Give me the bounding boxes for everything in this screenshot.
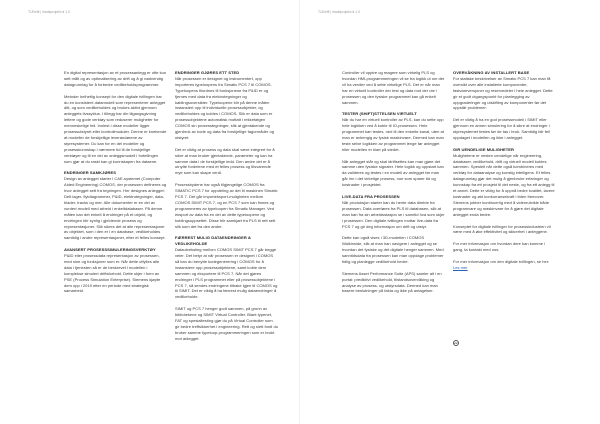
section-heading: ENDRINGER GJØRES ETT STED [175,70,240,75]
body-paragraph: For mer informasjon om hvordan dere kan komme i gang, ta kontakt med oss. [453,241,545,253]
section-heading: LIVE-DATA FRA PROSESSEN [342,193,400,199]
running-head-left: TUDelft | bladeprojekt.nl 1.0 [28,10,70,14]
more-info-paragraph [453,259,556,271]
section-heading: OVERVÅKNING AV INSTALLERT BASE [453,70,530,75]
body-paragraph: Metoder helhetlig konsept for den digitale tvillingen har du en konsistent datamodell som representerer anlegget ditt, og som vedlikeholdes og brukes aktivt gjennom anleggets livssyklus. I tillegg har din tilgangsgivning lettere og gode verktøy som reduserer muligheter for menneskelige feil. Innlest i disse modeller ligger prosessutstyret eller kontrollmoduler. Denne er knekende at modeller de forskjellige leverandørene av styresystemer. Du kan for en del modeller og prosesskunnskap i nærmere tid til de forskjellige verktøyer og til en del av anleggsmodell i fortellingen som gjør at du raskt kan gi kunnskapen fra dataene. [64,93,167,164]
body-paragraph: Når produksjon starter kan du hente data direkte fra prosessen. Data overføres fra PLS til databasen, slik at man kan fra sin arbeidsstasjon se i sanntid hva som skjer i prosessen. Den digitale tvillingen mottar live-data fra PCS 7 og gir deg informasjon om drift og utstyr. [342,199,445,229]
body-paragraph: SIMIT og PCS 7 henger godt sammen, på grunn av bibliotekene og SIMIT Virtual Controller. Blant typenet, FAT og spesialtesting gjør du på Virtual Controller som gir bedre treffsikkerhet i engineering. Rett og slett fordi du bruker samme typeloop-programmeringen som er brukt mot anlegget. [175,306,278,341]
body-paragraph: Siemens Asset Performance Suite (APS) samler alt i en portal: prediktivt vedlikehold, tilstandsovervåking og analyse av prosess- og utstyrsdata. Dermed kan man basere beslutninger på fakta og ikke på antagelser. [342,270,442,294]
column-2 [175,70,278,348]
body-paragraph: Datautveksling mellom COMOS SIMIT PCS 7 går begge veier. Det betyr at når prosessen er designet i COMOS så kan du benytte kodegenerering i COMOS for å instansiere opp prosessobjektene, samt koble dem sammen og eksportere til PCS 7. Når det gjøres endringer i PLS programmet eller på prosessobjektene i PCS 7, så sendes endringene tilbake igjen til COMOS og til SIMIT. Det er viktig å ha færrest mulig dataendringer å vedlikeholde. [175,247,278,300]
body-paragraph: Det er viktig å ha en god prosessmodell i SIMIT eller gjennom en annen simulering for å sikre at endringer i styresystemet testes før de tas i bruk. Samtidig blir feil oppdaget i modellen og ikke i anlegget. [453,117,550,140]
creative-commons-icon: cc [454,341,458,345]
section-heading: ENDRINGER SAMKJØRES [64,170,116,176]
body-paragraph: Controller vil opptre og reagere som virkelig PLS og hvordan HMI-programmeringen vil se fra logikk ut om det vil ha verdier ved å sette virkelige PLS. Det er når man har en virtuell kontroller der test og data mot der ute i prosessen og den fysiske programmet kan gå enkelt sammen. [342,70,445,105]
section-heading: AVANSERT PROSESSSIMULERINGSVERKTØY [64,247,156,253]
body-paragraph: Når anlegget står og skal idriftsettes kan man gjøre det samme uten fysiske signaler. Hele logikk og oppstart kan da valideres og testes i en modell av anlegget før man går inn i det virkelige prosess, noe som sparer tid og kostnader i prosjektet. [342,158,444,188]
body-paragraph: For statiske beskrivelser av Simatic PCS 7 kan man få oversikt over alle installerte komponenter, fastvareversjoner og reservedeler i hele anlegget. Dette gir et godt utgangspunkt for planlegging av oppgraderinger og utskifting av komponenter før det oppstår problemer. [453,75,553,111]
section-heading: TESTER (SHIFT)STTELSEN VIRTUELT [342,111,417,117]
right-page [300,0,600,424]
more-info-text: For mer informasjon om den digitale tvillingen, se her: [453,258,550,264]
column-4 [453,70,556,277]
body-paragraph: Når prosessen er designet og instrumentert, opp importeres typeloopens fra Simatic PCS 7 til COMOS. Typeloopens tilordnes til funksjonene fra P&ID er og fjernes med data fra elektrotegninger og kablingsoversikter. Typeloopene blir på denne måten instansiert opp til individuelle prosessobjekter, og vedlikeholdes og kobles i COMOS. Slik er data som er prosessobjektene automatisk mottatt i rekkefølgen COMOS sin prosesstegninger, slik at gjentakende og gjenbruk av kode og data fra forskjellige fagområder og utstyret. [175,75,274,140]
section-heading: GIR UENDELIGE MULIGHETER [453,146,515,152]
read-more-link[interactable]: Les mer [453,264,468,270]
body-paragraph: Design av anlegget starter i CAE-systemet (Computer Aided Engineering) COMOS, der prosessen defineres og hvor anlegget sett fra tegningen. Her designes anlegget: Delt lager, flytdiagrammer, P&ID, elektrotegninger, data-blader, tracks og mer. Alle dokumenter er en del av vurdert modell med arbeid i enkeltdatabaser. På denne måten kan det enkelt å endringer på et objekt, og endringen blir synlig i gjeldende prosess og representasjoner. Slik sikres det at alle representasjoner av objektet, som i den er i en database, vedlikeholdes samtidig i andre representasjoner, etter et felles konsept. [64,176,167,241]
section-heading: FÆRREST MULIG DATAENDRINGER & VEDLIKEHOLDE [175,235,251,247]
body-paragraph: En digital representasjon av et prosessanlegg er ofte kun sett målt og av optimalisering av drift og å gi nødvendig datagrunnlag for å forbedre vedlikeholdsprogrammer. [64,70,167,87]
body-paragraph: Mulighetene er nesten uendelige når engineering, databaser, vedlikehold, drift og virtuell modell kobles sammen. Spesielt når dette også kombineres med verktøy for dataanalyse og kunstig intelligens. Et felles datagrunnlag gjør det mulig å gjenbruke erfaringer og kunnskap fra ett prosjekt til det neste, og fra ett anlegg til et annet. Dette er viktig for å oppnå bedre kvalitet, lavere kostnader og økt konkurransekraft i tiden fremover. Siemens jobber kontinuerlig med å videreutvikle både programvare og maskinvare for å gjøre det digitale anlegget enda bedre. [453,152,555,217]
column-1 [64,70,167,300]
body-paragraph: Dette kan også vises i 3D-modellen i COMOS Walkinside, slik at man kan navigere i anlegget og se hvordan det fysiske og det digitale henger sammen. Med sanntidsdata fra prosessen kan man oppdage problemer tidlig og planlegge vedlikehold bedre. [342,235,444,264]
column-3 [342,70,445,300]
running-head-right: TUDelft | bladeprojekt.nl 1.0 [318,10,360,14]
body-paragraph: Konseptet for digitale tvillinger for prosessindustrien vil være med å øke effektivitet og sikkerhet i anleggene. [453,223,551,235]
body-paragraph: Prosessbydene har også tilgjengelige COMOS fra SIMATIC PCS 7 for oppdeling av det til maskinen Simatic PCS 7. Det går importeksport-muligheten mellom COMOS SIMIT PCS 7, og en PCS 7 som kan finnes og programmeres av typeloopen fra Simatic Manager. Ved eksport av data fra en del av dette typeloopene og koblingsoppsettet. Disse blir samkjørt fra PLS til rett sett slik som det fra den andre. [175,182,278,229]
body-paragraph: Når du har en virtuell kontroller av PLS, kan du sette opp hele logikken ved å koble til IO-prosessen. Hele programmet kan testes, ned til den enkelte kanal, uten at man er avhengig av fysisk maskinvare. Dermed kan man teste selve logikken av programmet lenge før anlegget eller modellen er klart på stedet. [342,117,444,152]
body-paragraph: Det er viktig at prosess og data skal være integrert for å sikre at man bruker gjentakende, parameter og kan ha samme data i de forskjellige ledd. Den andre det er å utnytte fordelene med et felles prosess og tilsvarende mye som kan skape verdi. [175,146,275,176]
body-paragraph: P&ID eller prosessdata representasjon av prosessen, med sine og funksjoner som er. Når dette utfylles alle data i tjenesten så er de beskrevet i modellen i komplekse simulert driftsforhold. Dette skjer i form av PSE (Process Simulation Enterprise). Siemens kjøpte dem opp i 2019 etter en periode med strategisk samarbeid. [64,253,161,294]
